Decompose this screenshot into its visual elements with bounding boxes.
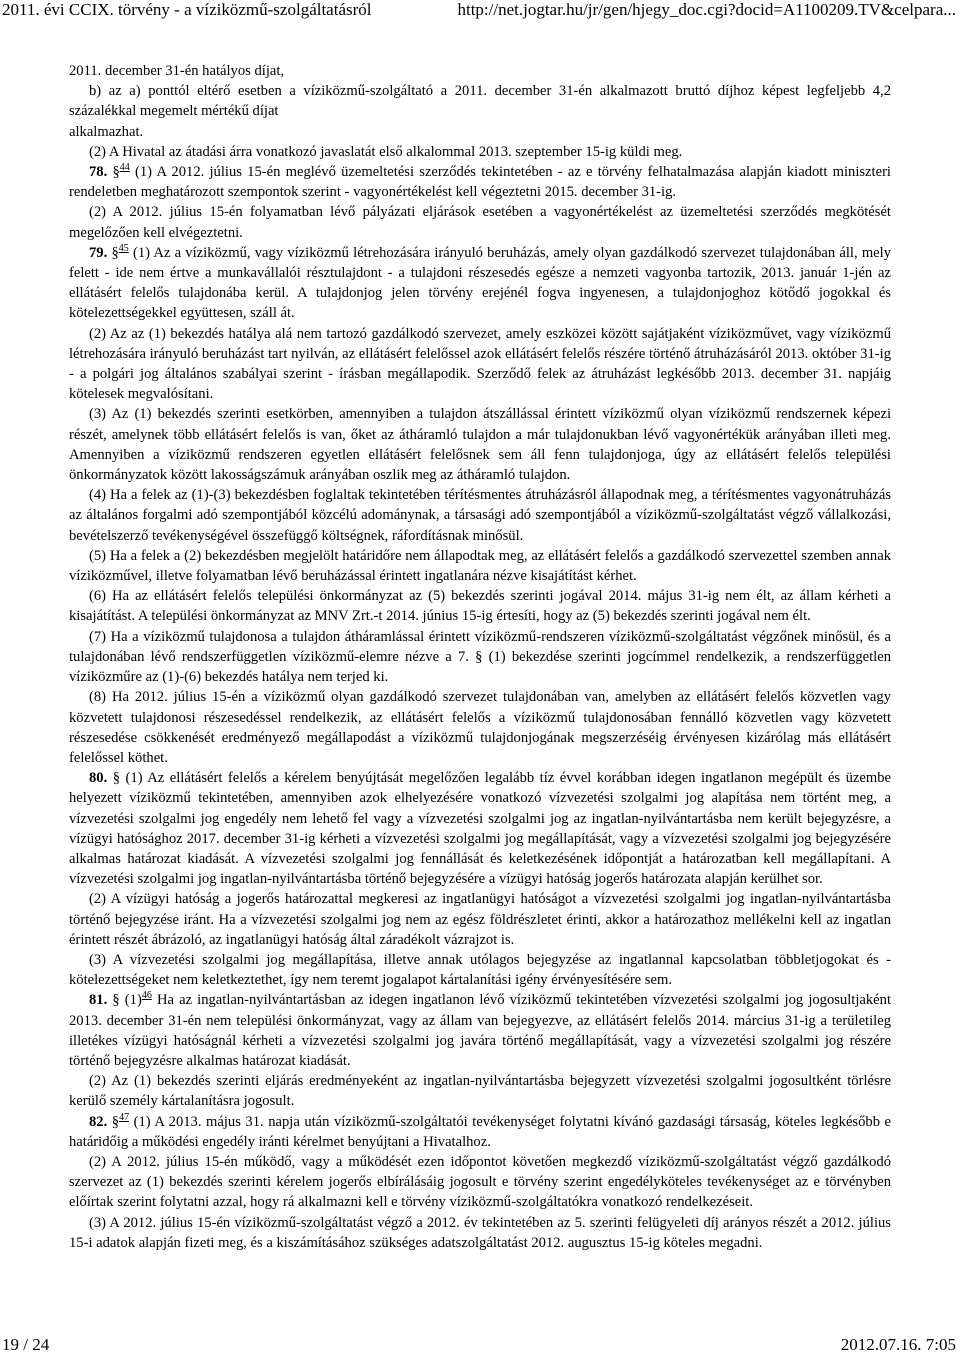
section-number: 81. (89, 992, 108, 1009)
page-number: 19 / 24 (2, 1335, 50, 1354)
section-sign: § (111, 1113, 120, 1130)
section-text: Ha az ingatlan-nyilvántartásban az idegen ingatlanon lévő víziközmű tekintetében vízvezetési szolgalmi jog jogosultjaként 2013. december 31-én nem települési önkormányzat, vagy az állam van bejegyezve, az ellátásért felelős 2014. március 31-ig a területileg illetékes vízügyi hatóságnál kérheti a vízvezetési szolgalmi jog javára történő megállapítását, vagy a vízvezetési szolgalmi jog részére történő bejegyzésre alkalmas határozat kiadását. (69, 992, 891, 1069)
paragraph: b) az a) ponttól eltérő esetben a víziközmű-szolgáltató a 2011. december 31-én alkalmazott bruttó díjhoz képest legfeljebb 4,2 százalékkal megemelt mértékű díjat (69, 83, 891, 120)
paragraph: (2) Az (1) bekezdés szerinti eljárás eredményeként az ingatlan-nyilvántartásba bejegyzett vízvezetési szolgalmi jogosultként törlésre kerülő személy kártalanításra jogosult. (69, 1073, 891, 1110)
paragraph: (2) A Hivatal az átadási árra vonatkozó javaslatát első alkalommal 2013. szeptember 15-ig küldi meg. (89, 143, 683, 160)
page-header (0, 0, 960, 24)
paragraph: (7) Ha a víziközmű tulajdonosa a tulajdon átháramlással érintett víziközmű-rendszeren víziközmű-szolgáltatást végzőnek minősül, és a tulajdonában lévő rendszerfüggetlen víziközmű-elemre nézve a 7. § (1) bekezdése szerinti jogcímmel rendelkezik, a rendszerfüggetlen víziközműre az (1)-(6) bekezdés hatálya nem terjed ki. (69, 628, 891, 686)
footnote-link[interactable]: 46 (141, 990, 152, 1002)
paragraph: (8) Ha 2012. július 15-én a víziközmű olyan gazdálkodó szervezet tulajdonában van, amelyben az ellátásért felelős közvetlen vagy közvetett tulajdonosi részesedéssel rendelkezik, az ellátásért felelős a víziközmű tulajdonosában fennálló közvetlen vagy közvetett részesedése csökkenését eredményező megállapodást a víziközmű tulajdonjogának megszerzéséig érvényesen kizárólag más ellátásért felelőssel köthet. (69, 689, 891, 766)
section-81 (69, 990, 891, 1071)
header-title: 2011. évi CCIX. törvény - a víziközmű-szolgáltatásról (2, 0, 372, 19)
footnote-link[interactable]: 47 (119, 1111, 130, 1123)
paragraph: 2011. december 31-én hatályos díjat, (69, 63, 285, 79)
section-79 (69, 243, 891, 324)
section-80 (69, 768, 891, 889)
paragraph: (3) A vízvezetési szolgalmi jog megállapítása, illetve annak utólagos bejegyzése az ingatlannal kapcsolatban többletjogokat és -kötelezettségeket nem keletkeztethet, így nem teremt jogalapot kártalanítási igény érvényesítésére sem. (69, 951, 891, 989)
section-text: § (1) Az ellátásért felelős a kérelem benyújtását megelőzően legalább tíz évvel korábban idegen ingatlanon megépült és üzembe helyezett víziközmű tekintetében, amennyiben azok elhelyezésére vonatkozó vízvezetési szolgalmi jog alapítása nem történt meg, a vízvezetési szolgalmi jog engedély nem lehető fel vagy a vízvezetési szolgalmi jog az ingatlan-nyilvántartásba nem került bejegyzésre, a vízügyi hatósághoz 2017. december 31-ig kérheti a vízvezetési szolgalmi jog megállapítását, vagy a vízvezetési szolgalmi jog bejegyzésére alkalmas határozat kiadását. A vízvezetési szolgalmi jog fennállását és keletkezésének időpontját a határozatban kell megállapítani. A vízvezetési szolgalmi jog ingatlan-nyilvántartásba történő bejegyzésére a vízügyi hatóság jogerős határozata alapján kerülhet sor. (69, 770, 891, 888)
paragraph: alkalmazhat. (69, 123, 144, 140)
section-number: 80. (89, 770, 108, 787)
paragraph: (3) Az (1) bekezdés szerinti esetkörben, amennyiben a tulajdon átszállással érintett víziközmű olyan víziközmű rendszernek képezi részét, amelynek több ellátásért felelős is van, őket az átháramló tulajdon a már tulajdonukban lévő vagyonértékük arányában illeti meg. Amennyiben a víziközmű rendszeren egyetlen ellátásért felelősnek sem áll fenn tulajdonjoga, úgy az ellátásért felelős települési önkormányzatok között lakosságszámuk arányában oszlik meg az átháramló tulajdon. (69, 406, 891, 484)
section-sign: § (1) (112, 992, 142, 1009)
section-number: 79. (89, 244, 108, 261)
footnote-link[interactable]: 44 (119, 162, 130, 174)
paragraph: (2) A 2012. július 15-én folyamatban lévő pályázati eljárások esetében a vagyonértékelést az üzemeltetési szerződés megkötését megelőzően kell elvégeztetni. (69, 204, 891, 241)
paragraph: (4) Ha a felek az (1)-(3) bekezdésben foglaltak tekintetében térítésmentes átruházásról állapodnak meg, a térítésmentes vagyonátruházás az általános forgalmi adó szempontjából közcélú adománynak, a társasági adó szempontjából a víziközmű-szolgáltatást végző vállalkozási, bevételszerző tevékenységével összefüggő költségnek, ráfordításnak minősül. (69, 487, 891, 544)
section-sign: § (111, 244, 119, 261)
document-body (69, 61, 891, 1313)
footnote-link[interactable]: 45 (118, 242, 129, 254)
section-text: (1) A 2013. május 31. napja után víziközmű-szolgáltatói tevékenységet folytatni kívánó gazdasági társaság, köteles legkésőbb e határidőig a működési engedély iránti kérelmet benyújtani a Hivatalhoz. (69, 1113, 891, 1150)
section-82 (69, 1112, 891, 1152)
print-timestamp: 2012.07.16. 7:05 (840, 1335, 956, 1354)
paragraph: (6) Ha az ellátásért felelős települési önkormányzat az (5) bekezdés szerinti jogával 2014. május 31-ig nem élt, az állam kérheti a kisajátítást. A települési önkormányzat az MNV Zrt.-t 2014. június 15-ig értesíti, hogy az (5) bekezdés szerinti jogával nem élt. (69, 588, 891, 625)
header-url[interactable]: http://net.jogtar.hu/jr/gen/hjegy_doc.cgi?docid=A1100209.TV&celpara... (457, 0, 956, 19)
page-footer (0, 1333, 960, 1357)
section-78 (69, 162, 891, 202)
paragraph: (2) A 2012. július 15-én működő, vagy a működését ezen időpontot követően megkezdő víziközmű-szolgáltatást végző gazdálkodó szervezet az (1) bekezdés szerinti kérelem jogerős elbírálásáig jogosult e törvény szerint engedélyköteles tevékenységet az e törvényben előírtak szerint folytatni azzal, hogy rá alkalmazni kell e törvény víziközmű-szolgáltatókra vonatkozó rendelkezéseit. (69, 1153, 891, 1211)
paragraph: (3) A 2012. július 15-én víziközmű-szolgáltatást végző a 2012. év tekintetében az 5. szerinti felügyeleti díj arányos részét a 2012. július 15-i adatok alapján fizeti meg, és a kiszámításához szükséges adatszolgáltatást 2012. augusztus 15-ig köteles megadni. (69, 1214, 891, 1251)
section-text: (1) A 2012. július 15-én meglévő üzemeltetési szerződés tekintetében - az e törvény felhatalmazása alapján kiadott miniszteri rendeletben meghatározott szempontok szerint - vagyonértékelést kell végeztetni 2015. december 31-ig. (69, 164, 891, 201)
section-sign: § (112, 164, 120, 181)
section-number: 82. (89, 1113, 108, 1130)
paragraph: (2) Az az (1) bekezdés hatálya alá nem tartozó gazdálkodó szervezet, amely eszközei között sajátjaként víziközművet, vagy víziközmű létrehozására irányuló beruházást tart nyilván, az ellátásért felelőssel azok ellátásért felelős részére történő átruházásáról 2013. október 31-ig - a polgári jog általános szabályai szerint - írásban megállapodik. Szerződő felek az átruházást legkésőbb 2013. december 31. napjáig kötelesek megvalósítani. (69, 325, 891, 403)
paragraph: (5) Ha a felek a (2) bekezdésben megjelölt határidőre nem állapodtak meg, az ellátásért felelős a gazdálkodó szervezettel szemben annak víziközművel, illetve folyamatban lévő beruházással érintett ingatlanára nézve kisajátítást kérhet. (69, 547, 891, 585)
section-text: (1) Az a víziközmű, vagy víziközmű létrehozására irányuló beruházás, amely olyan gazdálkodó szervezet tulajdonában áll, mely felett - ide nem értve a munkavállalói résztulajdont - a tulajdoni részesedés egésze a nemzeti vagyonba tartozik, 2013. január 1-jén az ellátásért felelős tulajdonába kerül. A tulajdonjog jelen törvény erejénél fogva ingyenesen, a tulajdonjoghoz kötődő jogokkal és kötelezettségekkel együttesen, száll át. (69, 244, 891, 322)
paragraph: (2) A vízügyi hatóság a jogerős határozattal megkeresi az ingatlanügyi hatóságot a vízvezetési szolgalmi jog ingatlan-nyilvántartásba történő bejegyzése iránt. Ha a vízvezetési szolgalmi jog nem az egész földrészletet érinti, akkor a határozathoz mellékelni kell az ingatlan érintett részét ábrázoló, az ingatlanügyi hatóság által záradékolt vázrajzot is. (69, 891, 891, 948)
section-number: 78. (89, 164, 108, 181)
